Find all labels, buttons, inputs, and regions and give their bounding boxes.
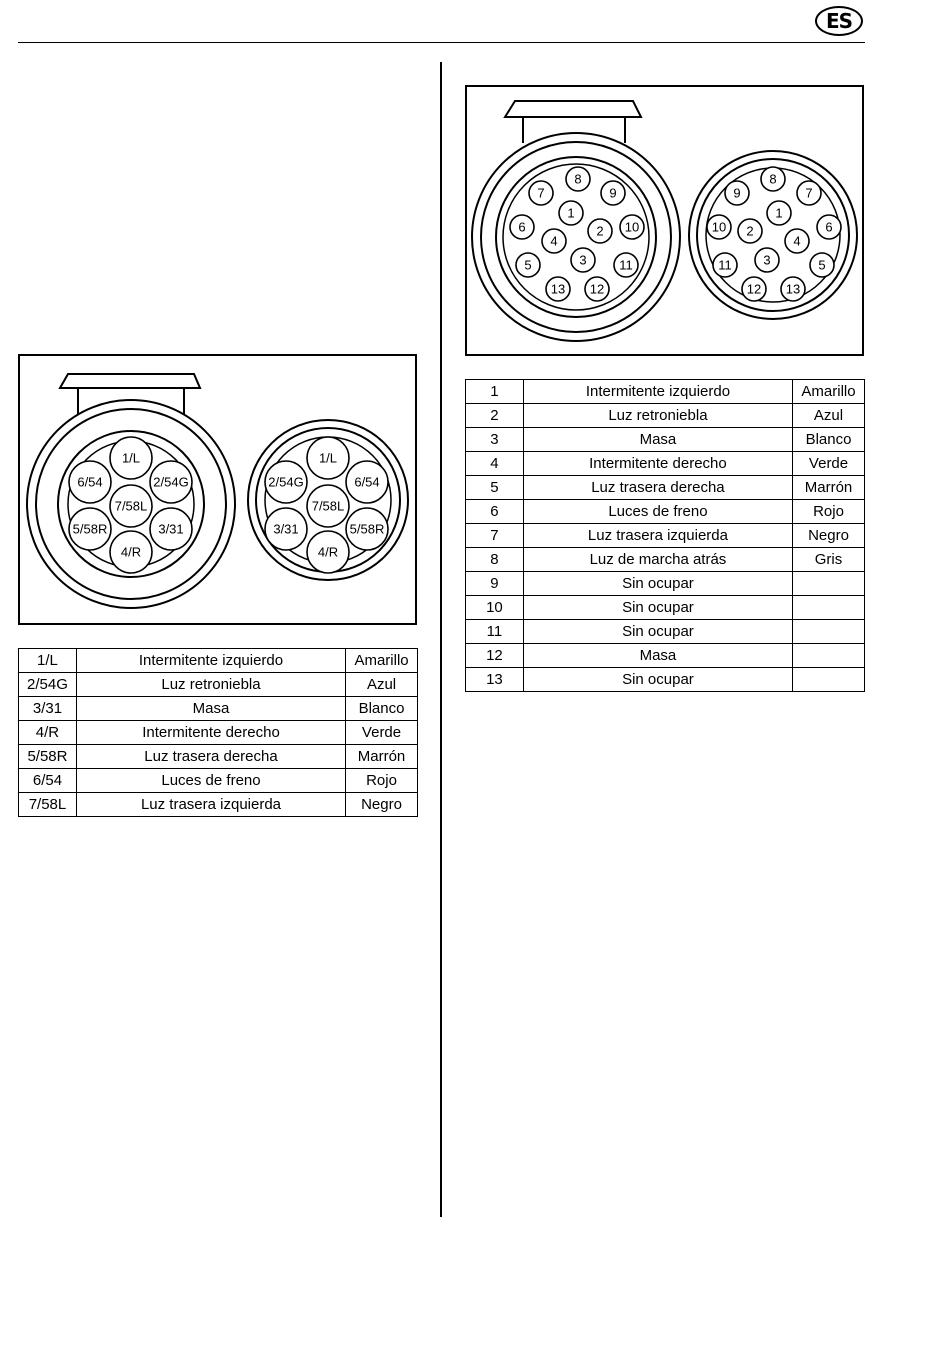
pin-label: 1 (775, 205, 783, 221)
header-rule (18, 42, 865, 43)
pin-color-cell (793, 644, 865, 668)
pin-id-cell: 6/54 (19, 769, 77, 793)
pin-function-cell: Sin ocupar (523, 668, 792, 692)
pin-function-cell: Masa (523, 644, 792, 668)
connector7-diagram (18, 354, 418, 626)
pin-function-cell: Intermitente derecho (523, 452, 792, 476)
column-divider (440, 62, 442, 1217)
pin-color-cell: Negro (346, 793, 418, 817)
pin-color-cell: Blanco (346, 697, 418, 721)
pin-label: 1 (567, 205, 575, 221)
pin-function-cell: Luz retroniebla (76, 673, 345, 697)
pin-id-cell: 12 (466, 644, 524, 668)
pin-label: 13 (550, 281, 566, 297)
connector13-diagram (465, 85, 865, 357)
table-row (466, 428, 865, 452)
pin-color-cell: Gris (793, 548, 865, 572)
table-row (466, 404, 865, 428)
pin-label: 8 (769, 171, 777, 187)
pin-id-cell: 7/58L (19, 793, 77, 817)
pin-function-cell: Sin ocupar (523, 572, 792, 596)
pin-label: 5/58R (349, 521, 385, 537)
pin-id-cell: 7 (466, 524, 524, 548)
pin-label: 12 (589, 281, 605, 297)
pin-color-cell: Azul (793, 404, 865, 428)
pin-label: 3/31 (158, 521, 184, 537)
pin-function-cell: Sin ocupar (523, 620, 792, 644)
pin-label: 7 (537, 185, 545, 201)
pin-color-cell: Verde (346, 721, 418, 745)
pin-label: 12 (746, 281, 762, 297)
pin-label: 8 (574, 171, 582, 187)
pin-label: 9 (609, 185, 617, 201)
pin-id-cell: 5/58R (19, 745, 77, 769)
pin-function-cell: Luz trasera derecha (523, 476, 792, 500)
pin-color-cell: Negro (793, 524, 865, 548)
pin-id-cell: 11 (466, 620, 524, 644)
pin-label: 11 (619, 257, 633, 273)
connector7-table (18, 648, 418, 817)
pin-function-cell: Intermitente izquierdo (523, 380, 792, 404)
pin-label: 6 (518, 219, 526, 235)
pin-function-cell: Luz trasera izquierda (523, 524, 792, 548)
pin-id-cell: 8 (466, 548, 524, 572)
pin-function-cell: Luz de marcha atrás (523, 548, 792, 572)
pin-color-cell: Rojo (793, 500, 865, 524)
pin-label: 3 (763, 252, 771, 268)
pin-label: 5 (524, 257, 532, 273)
pin-id-cell: 3 (466, 428, 524, 452)
pin-label: 2 (746, 223, 754, 239)
pin-id-cell: 6 (466, 500, 524, 524)
pin-color-cell: Blanco (793, 428, 865, 452)
pin-label: 5/58R (72, 521, 108, 537)
pin-label: 9 (733, 185, 741, 201)
pin-label: 1/L (318, 450, 338, 466)
pin-label: 4 (550, 233, 558, 249)
table-row (466, 644, 865, 668)
pin-function-cell: Sin ocupar (523, 596, 792, 620)
pin-function-cell: Luz trasera izquierda (76, 793, 345, 817)
pin-label: 6 (825, 219, 833, 235)
pin-label: 1/L (121, 450, 141, 466)
pin-id-cell: 3/31 (19, 697, 77, 721)
table-row (466, 572, 865, 596)
table-row (19, 697, 418, 721)
pin-label: 7 (805, 185, 813, 201)
pin-label: 4 (793, 233, 801, 249)
pin-id-cell: 10 (466, 596, 524, 620)
pin-label: 3/31 (273, 521, 299, 537)
pin-id-cell: 2/54G (19, 673, 77, 697)
pin-label: 2/54G (153, 474, 189, 490)
pin-id-cell: 5 (466, 476, 524, 500)
pin-label: 4/R (317, 544, 339, 560)
pin-function-cell: Luz retroniebla (523, 404, 792, 428)
connector13-figure (465, 85, 865, 357)
pin-label: 11 (718, 257, 732, 273)
pin-id-cell: 1/L (19, 649, 77, 673)
table-row (19, 649, 418, 673)
table-row (466, 620, 865, 644)
connector13-table (465, 379, 865, 692)
pin-id-cell: 13 (466, 668, 524, 692)
pin-label: 10 (711, 219, 727, 235)
pin-id-cell: 4 (466, 452, 524, 476)
pin-color-cell: Azul (346, 673, 418, 697)
pin-color-cell (793, 668, 865, 692)
pin-function-cell: Intermitente izquierdo (76, 649, 345, 673)
pin-function-cell: Luces de freno (523, 500, 792, 524)
pin-label: 13 (785, 281, 801, 297)
table-row (466, 668, 865, 692)
table-row (466, 596, 865, 620)
table-row (19, 769, 418, 793)
pin-function-cell: Masa (523, 428, 792, 452)
pin-color-cell: Amarillo (793, 380, 865, 404)
pin-function-cell: Luz trasera derecha (76, 745, 345, 769)
pin-function-cell: Masa (76, 697, 345, 721)
table-row (19, 673, 418, 697)
table-row (466, 524, 865, 548)
pin-id-cell: 4/R (19, 721, 77, 745)
pin-function-cell: Luces de freno (76, 769, 345, 793)
pin-label: 7/58L (311, 498, 345, 514)
pin-color-cell: Rojo (346, 769, 418, 793)
table-row (19, 721, 418, 745)
pin-label: 5 (818, 257, 826, 273)
pin-label: 3 (579, 252, 587, 268)
pin-color-cell: Verde (793, 452, 865, 476)
table-row (19, 793, 418, 817)
pin-label: 10 (624, 219, 640, 235)
table-row (19, 745, 418, 769)
language-badge: ES (815, 6, 863, 36)
pin-color-cell (793, 596, 865, 620)
table-row (466, 548, 865, 572)
pin-id-cell: 2 (466, 404, 524, 428)
connector7-figure (18, 354, 418, 626)
pin-color-cell: Amarillo (346, 649, 418, 673)
pin-color-cell: Marrón (346, 745, 418, 769)
table-row (466, 476, 865, 500)
pin-label: 2/54G (268, 474, 304, 490)
pin-label: 6/54 (77, 474, 103, 490)
table-row (466, 380, 865, 404)
pin-id-cell: 1 (466, 380, 524, 404)
pin-color-cell (793, 620, 865, 644)
pin-function-cell: Intermitente derecho (76, 721, 345, 745)
pin-color-cell: Marrón (793, 476, 865, 500)
table-row (466, 500, 865, 524)
table-row (466, 452, 865, 476)
pin-label: 6/54 (354, 474, 380, 490)
pin-id-cell: 9 (466, 572, 524, 596)
pin-label: 7/58L (114, 498, 148, 514)
pin-color-cell (793, 572, 865, 596)
pin-label: 2 (596, 223, 604, 239)
pin-label: 4/R (120, 544, 142, 560)
